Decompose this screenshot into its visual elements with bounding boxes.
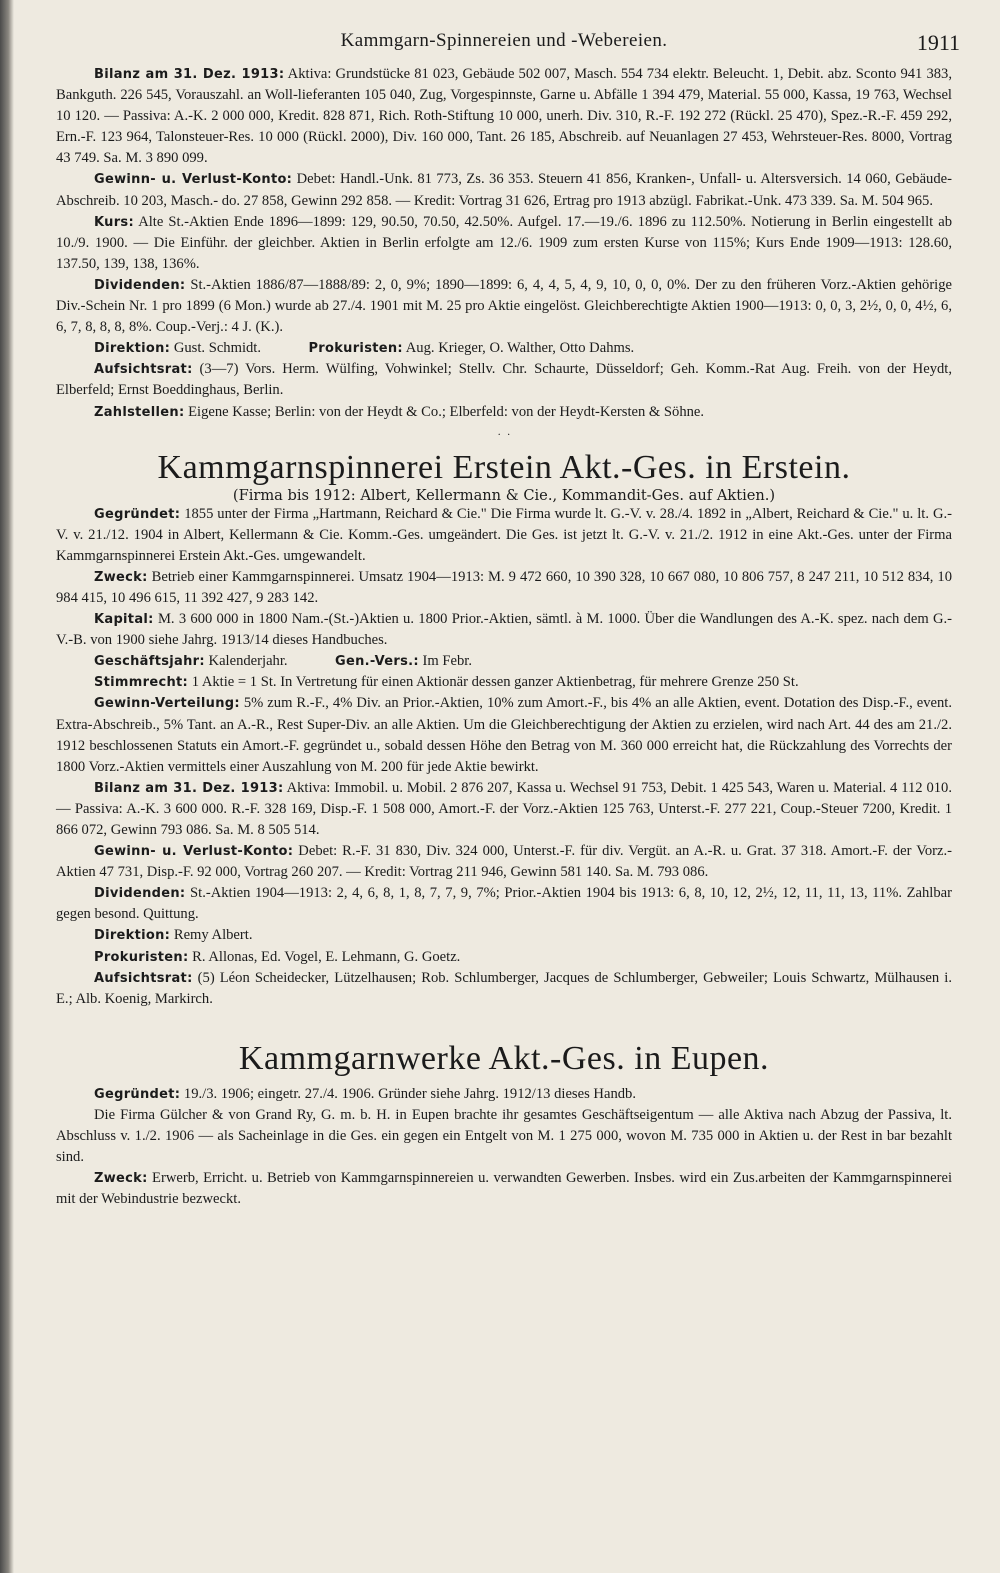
section-eupen	[56, 1084, 952, 1211]
text-dividenden: St.-Aktien 1886/87—1888/89: 2, 0, 9%; 1890—1899: 6, 4, 4, 5, 4, 9, 10, 0, 0, 0%. Der zu den früheren Vorz.-Aktien gehörige Div.-Schein Nr. 1 pro 1899 (6 Mon.) wurde ab 27./4. 1901 mit M. 25 pro Aktie eingelöst. Gleichberechtigte Aktien 1900—1913: 0, 0, 3, 2½, 0, 0, 4½, 6, 6, 7, 8, 8, 8, 8%. Coup.-Verj.: 4 J. (K.).	[56, 276, 953, 336]
text-zweck: Betrieb einer Kammgarnspinnerei. Umsatz 1904—1913: M. 9 472 660, 10 390 328, 10 667 080, 10 806 757, 8 247 211, 10 512 834, 10 984 415, 10 496 615, 11 392 427, 9 283 142.	[56, 568, 952, 606]
text-zweck-eupen: Erwerb, Erricht. u. Betrieb von Kammgarnspinnereien u. verwandten Gewerben. Insbes. wird ein Zus.arbeiten der Kammgarnspinnerei mit der Webindustrie bezweckt.	[56, 1170, 952, 1208]
label-zweck: Zweck:	[94, 569, 148, 585]
label-stimmrecht: Stimmrecht:	[94, 675, 189, 691]
text-zahlstellen: Eigene Kasse; Berlin: von der Heydt & Co.; Elberfeld: von der Heydt-Kersten & Söhne.	[188, 403, 705, 420]
text-prokuristen-erstein: R. Allonas, Ed. Vogel, E. Lehmann, G. Goetz.	[192, 948, 461, 965]
section-divider: · ·	[497, 429, 511, 441]
text-prokuristen: Aug. Krieger, O. Walther, Otto Dahms.	[405, 340, 635, 357]
label-dividenden-erstein: Dividenden:	[94, 886, 186, 902]
text-geschaeftsjahr: Kalenderjahr.	[208, 653, 288, 670]
label-direktion: Direktion:	[94, 341, 171, 357]
entry-geschaeftsjahr	[56, 651, 952, 672]
label-bilanz: Bilanz am 31. Dez. 1913:	[94, 67, 285, 82]
text-kapital: M. 3 600 000 in 1800 Nam.-(St.-)Aktien u. 1800 Prior.-Aktien, sämtl. à M. 1000. Über die Wandlungen des A.-K. spez. nach dem G.-V.-B. von 1900 siehe Jahrg. 1913/14 dieses Handbuches.	[56, 611, 952, 649]
running-head	[56, 30, 960, 64]
text-gewinn-verteilung: 5% zum R.-F., 4% Div. an Prior.-Aktien, 10% zum Amort.-F., bis 4% an alle Aktien, event. Dotation des Disp.-F., event. Extra-Abschreib., 5% Tant. an A.-R., Rest Super-Div. an alle Aktien. Um die Gleichberechtigung der Aktien zu erzielen, wird nach Art. 44 des am 21./2. 1912 beschlossenen Statuts ein Amort.-F. gegründet u., sobald dessen Höhe den Betrag von M. 360 000 erreicht hat, die Rückzahlung des Vorrechts der 1800 Vorz.-Aktien vermittels einer Auszahlung von M. 200 für jede Aktie bewirkt.	[56, 695, 952, 775]
label-kurs: Kurs:	[94, 214, 134, 230]
page-content	[56, 30, 960, 1210]
label-prokuristen-erstein: Prokuristen:	[94, 949, 189, 965]
entry-gewinn-verteilung	[56, 693, 952, 777]
label-guv-erstein: Gewinn- u. Verlust-Konto:	[94, 844, 294, 860]
text-direktion-erstein: Remy Albert.	[173, 927, 253, 944]
label-direktion-erstein: Direktion:	[94, 928, 171, 944]
text-gegruendet: 1855 unter der Firma „Hartmann, Reichard & Cie." Die Firma wurde lt. G.-V. v. 28./4. 1892 in „Albert, Reichard & Cie." u. lt. G.-V. v. 21./12. 1904 in Albert, Kellermann & Cie. Komm.-Ges. umgeändert. Die Ges. ist jetzt lt. G.-V. v. 21./2. 1912 in eine Akt.-Ges. unter der Firma Kammgarnspinnerei Erstein Akt.-Ges. umgewandelt.	[56, 505, 952, 564]
text-dividenden-erstein: St.-Aktien 1904—1913: 2, 4, 6, 8, 1, 8, 7, 7, 9, 7%; Prior.-Aktien 1904 bis 1913: 6, 8, 10, 12, 2½, 12, 11, 11, 13, 11%. Zahlbar gegen besond. Quittung.	[56, 885, 952, 923]
section-erstein	[56, 504, 952, 1010]
running-head-title: Kammgarn-Spinnereien und -Webereien.	[340, 30, 668, 51]
entry-zahlstellen	[56, 402, 952, 423]
entry-zweck	[56, 567, 952, 609]
entry-aufsichtsrat-erstein	[56, 968, 952, 1010]
label-gewinn-verteilung: Gewinn-Verteilung:	[94, 696, 240, 712]
company-title-erstein: Kammgarnspinnerei Erstein Akt.-Ges. in Erstein.	[157, 448, 851, 486]
entry-zweck-eupen	[56, 1168, 952, 1210]
page-edge	[0, 0, 14, 1573]
entry-direktion	[56, 338, 952, 359]
label-guv: Gewinn- u. Verlust-Konto:	[94, 172, 293, 188]
page-number: 1911	[916, 30, 960, 55]
text-gen-vers: Im Febr.	[422, 653, 472, 670]
company-subtitle-erstein: (Firma bis 1912: Albert, Kellermann & Cie., Kommandit-Ges. auf Aktien.)	[232, 486, 776, 504]
section-previous-company	[56, 64, 952, 423]
label-gegruendet-eupen: Gegründet:	[94, 1086, 181, 1102]
entry-direktion-erstein	[56, 925, 952, 946]
label-gegruendet: Gegründet:	[94, 506, 181, 522]
text-kurs: Alte St.-Aktien Ende 1896—1899: 129, 90.50, 70.50, 42.50%. Aufgel. 17.—19./6. 1896 zu 112.50%. Notierung in Berlin eingestellt ab 10./9. 1900. — Die Einführ. der gleichber. Aktien in Berlin erfolgte am 12./6. 1909 zum ersten Kurse von 115%; Kurs Ende 1909—1913: 128.60, 137.50, 139, 138, 136%.	[56, 213, 953, 272]
text-direktion: Gust. Schmidt.	[173, 340, 262, 357]
entry-dividenden-erstein	[56, 883, 952, 925]
text-bilanz: Aktiva: Grundstücke 81 023, Gebäude 502 007, Masch. 554 734 elektr. Beleucht. 1, Debit. abz. Sconto 941 383, Bankguth. 226 545, Vorauszahl. an Woll-lieferanten 105 040, Zug, Vorgespinnste, Garne u. Abfälle 1 394 479, Material. 55 000, Kassa, 19 763, Wechsel 10 120. — Passiva: A.-K. 2 000 000, Kredit. 828 871, Rich. Roth-Stiftung 10 000, unerh. Div. 310, R.-F. 192 272 (Rückl. 25 470), Spez.-R.-F. 459 292, Ern.-F. 123 964, Talonsteuer-Res. 10 000 (Rückl. 2000), Div. 160 000, Tant. 26 185, Abschreib. auf Neuanlagen 27 453, Wehrsteuer-Res. 8000, Vortrag 43 749. Sa. M. 3 890 099.	[56, 66, 952, 167]
entry-stimmrecht	[56, 672, 952, 693]
text-aufsichtsrat-erstein: (5) Léon Scheidecker, Lützelhausen; Rob. Schlumberger, Jacques de Schlumberger, Gebweiler; Louis Schwartz, Mülhausen i. E.; Alb. Koenig, Markirch.	[56, 969, 952, 1007]
entry-gegruendet	[56, 504, 952, 567]
text-bilanz-erstein: Aktiva: Immobil. u. Mobil. 2 876 207, Kassa u. Wechsel 91 753, Debit. 1 425 543, Waren u. Material. 4 112 010. — Passiva: A.-K. 3 600 000. R.-F. 328 169, Disp.-F. 1 508 000, Amort.-F. der Vorz.-Aktien 125 763, Unterst.-F. 277 221, Coup.-Steuer 7200, Kredit. 1 866 072, Gewinn 793 086. Sa. M. 8 505 514.	[56, 779, 952, 838]
label-kapital: Kapital:	[94, 612, 154, 628]
text-aufsichtsrat: (3—7) Vors. Herm. Wülfing, Vohwinkel; Stellv. Chr. Schaurte, Düsseldorf; Geh. Komm.-Rat Aug. Freih. von der Heydt, Elberfeld; Ernst Boeddinghaus, Berlin.	[56, 361, 952, 399]
text-guv-erstein: Debet: R.-F. 31 830, Div. 324 000, Unterst.-F. für div. Vergüt. an A.-R. u. Grat. 37 318. Amort.-F. der Vorz.-Aktien 47 731, Disp.-F. 92 000, Vortrag 260 207. — Kredit: Vortrag 211 946, Gewinn 581 140. Sa. M. 793 086.	[56, 843, 953, 881]
text-gegruendet-eupen: 19./3. 1906; eingetr. 27./4. 1906. Gründer siehe Jahrg. 1912/13 dieses Handb.	[183, 1085, 636, 1102]
label-zahlstellen: Zahlstellen:	[94, 404, 185, 420]
entry-aufsichtsrat	[56, 359, 952, 401]
company-title-eupen: Kammgarnwerke Akt.-Ges. in Eupen.	[238, 1039, 770, 1077]
label-aufsichtsrat: Aufsichtsrat:	[94, 362, 193, 378]
text-guv: Debet: Handl.-Unk. 81 773, Zs. 36 353. Steuern 41 856, Kranken-, Unfall- u. Altersversich. 14 060, Gebäude-Abschreib. 10 203, Masch.- do. 27 858, Gewinn 292 858. — Kredit: Vortrag 31 626, Ertrag pro 1913 abzügl. Fabrikat.-Unk. 473 339. Sa. M. 504 965.	[56, 171, 952, 209]
label-gen-vers: Gen.-Vers.:	[334, 654, 419, 670]
entry-kurs	[56, 212, 952, 275]
label-prokuristen: Prokuristen:	[308, 341, 403, 357]
entry-bilanz-erstein	[56, 778, 952, 841]
label-aufsichtsrat-erstein: Aufsichtsrat:	[94, 970, 193, 986]
entry-gegruendet-eupen	[56, 1084, 952, 1105]
label-dividenden: Dividenden:	[94, 277, 186, 293]
label-zweck-eupen: Zweck:	[94, 1171, 148, 1187]
label-geschaeftsjahr: Geschäftsjahr:	[94, 654, 205, 670]
spacer	[56, 1010, 952, 1040]
entry-firma-eupen: Die Firma Gülcher & von Grand Ry, G. m. b. H. in Eupen brachte ihr gesamtes Geschäftseigentum — alle Aktiva nach Abzug der Passiva, lt. Abschluss v. 1./2. 1906 — als Sacheinlage in die Ges. ein gegen ein Entgelt von M. 1 275 000, wovon M. 735 000 in Aktien u. der Rest in bar bezahlt sind.	[56, 1106, 952, 1166]
text-stimmrecht: 1 Aktie = 1 St. In Vertretung für einen Aktionär dessen ganzer Aktienbetrag, für mehrere Grenze 250 St.	[191, 674, 799, 691]
label-bilanz-erstein: Bilanz am 31. Dez. 1913:	[94, 780, 284, 796]
entry-dividenden	[56, 275, 952, 338]
entry-bilanz	[56, 64, 952, 169]
entry-kapital	[56, 609, 952, 651]
entry-prokuristen-erstein	[56, 947, 952, 968]
entry-guv-erstein	[56, 841, 952, 883]
entry-guv	[56, 169, 952, 211]
